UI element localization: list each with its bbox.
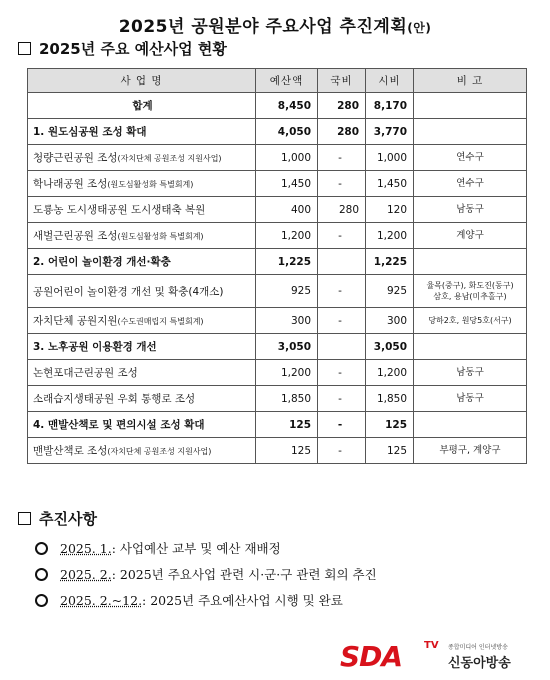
budget-cell: 1,450 xyxy=(256,171,318,197)
project-fund-note: (자치단체 공원조성 지원사업) xyxy=(107,447,212,456)
city-cell: 925 xyxy=(366,275,414,308)
schedule-date: 2025. 2.~12. xyxy=(60,592,143,608)
note-cell xyxy=(414,119,527,145)
national-cell: - xyxy=(318,438,366,464)
schedule-text: : 2025년 주요예산사업 시행 및 완료 xyxy=(142,593,343,608)
project-name: 맨발산책로 조성 xyxy=(33,445,108,457)
table-row xyxy=(28,223,527,249)
project-name: 4. 맨발산책로 및 편의시설 조성 확대 xyxy=(33,419,205,431)
project-name: 자치단체 공원지원 xyxy=(33,315,118,327)
note-cell xyxy=(414,223,527,249)
header-cell: 국비 xyxy=(318,69,366,93)
logo-tv: TV xyxy=(424,640,439,651)
project-name: 공원어린이 놀이환경 개선 및 확충(4개소) xyxy=(33,285,224,298)
budget-cell: 3,050 xyxy=(256,334,318,360)
project-name-cell xyxy=(28,438,256,464)
city-cell: 1,850 xyxy=(366,386,414,412)
logo-letters: SDA xyxy=(340,640,403,673)
schedule-date: 2025. 2. xyxy=(60,566,112,582)
project-name: 2. 어린이 놀이환경 개선·확충 xyxy=(33,256,171,268)
note-text: 계양구 xyxy=(456,230,484,241)
note-cell xyxy=(414,360,527,386)
note-text: 부평구, 계양구 xyxy=(439,445,501,456)
project-fund-note: (수도권매립지 특별회계) xyxy=(117,317,204,326)
circle-bullet-icon xyxy=(35,594,48,607)
project-name: 학나래공원 조성 xyxy=(33,178,108,190)
title-suffix: (안) xyxy=(407,21,432,35)
table-body xyxy=(28,93,527,464)
section-heading-budget xyxy=(18,38,227,59)
budget-cell: 1,200 xyxy=(256,360,318,386)
project-name-cell xyxy=(28,275,256,308)
project-name-cell xyxy=(28,197,256,223)
note-text-line2: 삼호, 용남(미추홀구) xyxy=(433,292,507,301)
table-row xyxy=(28,275,527,308)
budget-cell: 125 xyxy=(256,412,318,438)
circle-bullet-icon xyxy=(35,542,48,555)
schedule-text: : 2025년 주요사업 관련 시·군·구 관련 회의 추진 xyxy=(111,567,377,582)
note-cell xyxy=(414,386,527,412)
table-header-row xyxy=(28,69,527,93)
schedule-date: 2025. 1. xyxy=(60,540,112,556)
national-cell: 280 xyxy=(318,197,366,223)
note-cell xyxy=(414,93,527,119)
city-cell: 1,200 xyxy=(366,360,414,386)
city-cell: 1,225 xyxy=(366,249,414,275)
project-name-cell xyxy=(28,223,256,249)
list-item xyxy=(35,535,377,561)
project-name-cell xyxy=(28,119,256,145)
city-cell: 8,170 xyxy=(366,93,414,119)
national-cell: - xyxy=(318,412,366,438)
national-cell: - xyxy=(318,308,366,334)
header-cell: 예산액 xyxy=(256,69,318,93)
city-cell: 120 xyxy=(366,197,414,223)
note-cell xyxy=(414,308,527,334)
national-cell: - xyxy=(318,386,366,412)
project-fund-note: (원도심활성화 특별회계) xyxy=(107,180,194,189)
budget-cell: 125 xyxy=(256,438,318,464)
note-cell xyxy=(414,412,527,438)
national-cell xyxy=(318,249,366,275)
note-text: 남동구 xyxy=(456,367,484,378)
project-name: 1. 원도심공원 조성 확대 xyxy=(33,126,147,138)
table-row xyxy=(28,119,527,145)
section-title: 2025년 주요 예산사업 현황 xyxy=(39,40,227,58)
list-item xyxy=(35,587,377,613)
city-cell: 300 xyxy=(366,308,414,334)
budget-cell: 300 xyxy=(256,308,318,334)
city-cell: 3,770 xyxy=(366,119,414,145)
national-cell: 280 xyxy=(318,119,366,145)
project-name-cell xyxy=(28,249,256,275)
city-cell: 1,200 xyxy=(366,223,414,249)
budget-cell: 1,000 xyxy=(256,145,318,171)
project-name-cell xyxy=(28,145,256,171)
project-name: 3. 노후공원 이용환경 개선 xyxy=(33,341,157,353)
budget-cell: 1,200 xyxy=(256,223,318,249)
table-row xyxy=(28,308,527,334)
note-text: 연수구 xyxy=(456,178,484,189)
national-cell: - xyxy=(318,360,366,386)
national-cell: - xyxy=(318,275,366,308)
note-text: 당하2호, 원당5호(서구) xyxy=(428,316,512,325)
budget-cell: 925 xyxy=(256,275,318,308)
national-cell xyxy=(318,334,366,360)
list-item xyxy=(35,561,377,587)
project-name: 도룡농 도시생태공원 도시생태축 복원 xyxy=(33,204,206,216)
city-cell: 125 xyxy=(366,412,414,438)
note-cell xyxy=(414,249,527,275)
note-cell xyxy=(414,438,527,464)
project-name: 새벌근린공원 조성 xyxy=(33,230,118,242)
national-cell: 280 xyxy=(318,93,366,119)
national-cell: - xyxy=(318,223,366,249)
table-row xyxy=(28,93,527,119)
title-text: 2025년 공원분야 주요사업 추진계획 xyxy=(118,17,408,37)
section-heading-progress xyxy=(18,508,97,529)
budget-cell: 8,450 xyxy=(256,93,318,119)
circle-bullet-icon xyxy=(35,568,48,581)
table-row xyxy=(28,360,527,386)
note-text: 연수구 xyxy=(456,152,484,163)
note-cell xyxy=(414,275,527,308)
table-row xyxy=(28,145,527,171)
schedule-text: : 사업예산 교부 및 예산 재배정 xyxy=(111,541,281,556)
note-text: 율목(중구), 화도진(동구) xyxy=(426,281,514,290)
note-cell xyxy=(414,334,527,360)
checkbox-square-icon xyxy=(18,42,31,55)
budget-cell: 1,225 xyxy=(256,249,318,275)
budget-cell: 4,050 xyxy=(256,119,318,145)
city-cell: 1,000 xyxy=(366,145,414,171)
table-row xyxy=(28,334,527,360)
national-cell: - xyxy=(318,171,366,197)
project-fund-note: (원도심활성화 특별회계) xyxy=(117,232,204,241)
header-cell: 비 고 xyxy=(414,69,527,93)
table-row xyxy=(28,171,527,197)
document-title xyxy=(0,12,550,37)
note-cell xyxy=(414,171,527,197)
header-cell: 시비 xyxy=(366,69,414,93)
budget-cell: 400 xyxy=(256,197,318,223)
project-name: 청량근린공원 조성 xyxy=(33,152,118,164)
city-cell: 1,450 xyxy=(366,171,414,197)
table-row xyxy=(28,249,527,275)
project-name-cell xyxy=(28,334,256,360)
table-row xyxy=(28,438,527,464)
project-name: 합계 xyxy=(132,100,153,112)
logo-brand-name: 신동아방송 xyxy=(448,656,511,671)
national-cell: - xyxy=(318,145,366,171)
project-name: 논현포대근린공원 조성 xyxy=(33,367,138,379)
note-cell xyxy=(414,197,527,223)
project-name-cell xyxy=(28,308,256,334)
schedule-list xyxy=(35,535,377,613)
header-cell: 사 업 명 xyxy=(28,69,256,93)
budget-table xyxy=(27,68,527,464)
city-cell: 125 xyxy=(366,438,414,464)
logo-tagline: 종합미디어 인터넷방송 xyxy=(448,644,508,651)
project-name-cell xyxy=(28,412,256,438)
note-cell xyxy=(414,145,527,171)
project-name-cell xyxy=(28,93,256,119)
project-name-cell xyxy=(28,171,256,197)
note-text: 남동구 xyxy=(456,393,484,404)
table-row xyxy=(28,386,527,412)
checkbox-square-icon xyxy=(18,512,31,525)
city-cell: 3,050 xyxy=(366,334,414,360)
sda-tv-logo xyxy=(340,640,530,674)
project-name-cell xyxy=(28,360,256,386)
project-name: 소래습지생태공원 우회 통행로 조성 xyxy=(33,393,196,405)
table-row xyxy=(28,197,527,223)
section-title: 추진사항 xyxy=(39,510,97,528)
table-row xyxy=(28,412,527,438)
project-name-cell xyxy=(28,386,256,412)
note-text: 남동구 xyxy=(456,204,484,215)
project-fund-note: (자치단체 공원조성 지원사업) xyxy=(117,154,222,163)
budget-cell: 1,850 xyxy=(256,386,318,412)
